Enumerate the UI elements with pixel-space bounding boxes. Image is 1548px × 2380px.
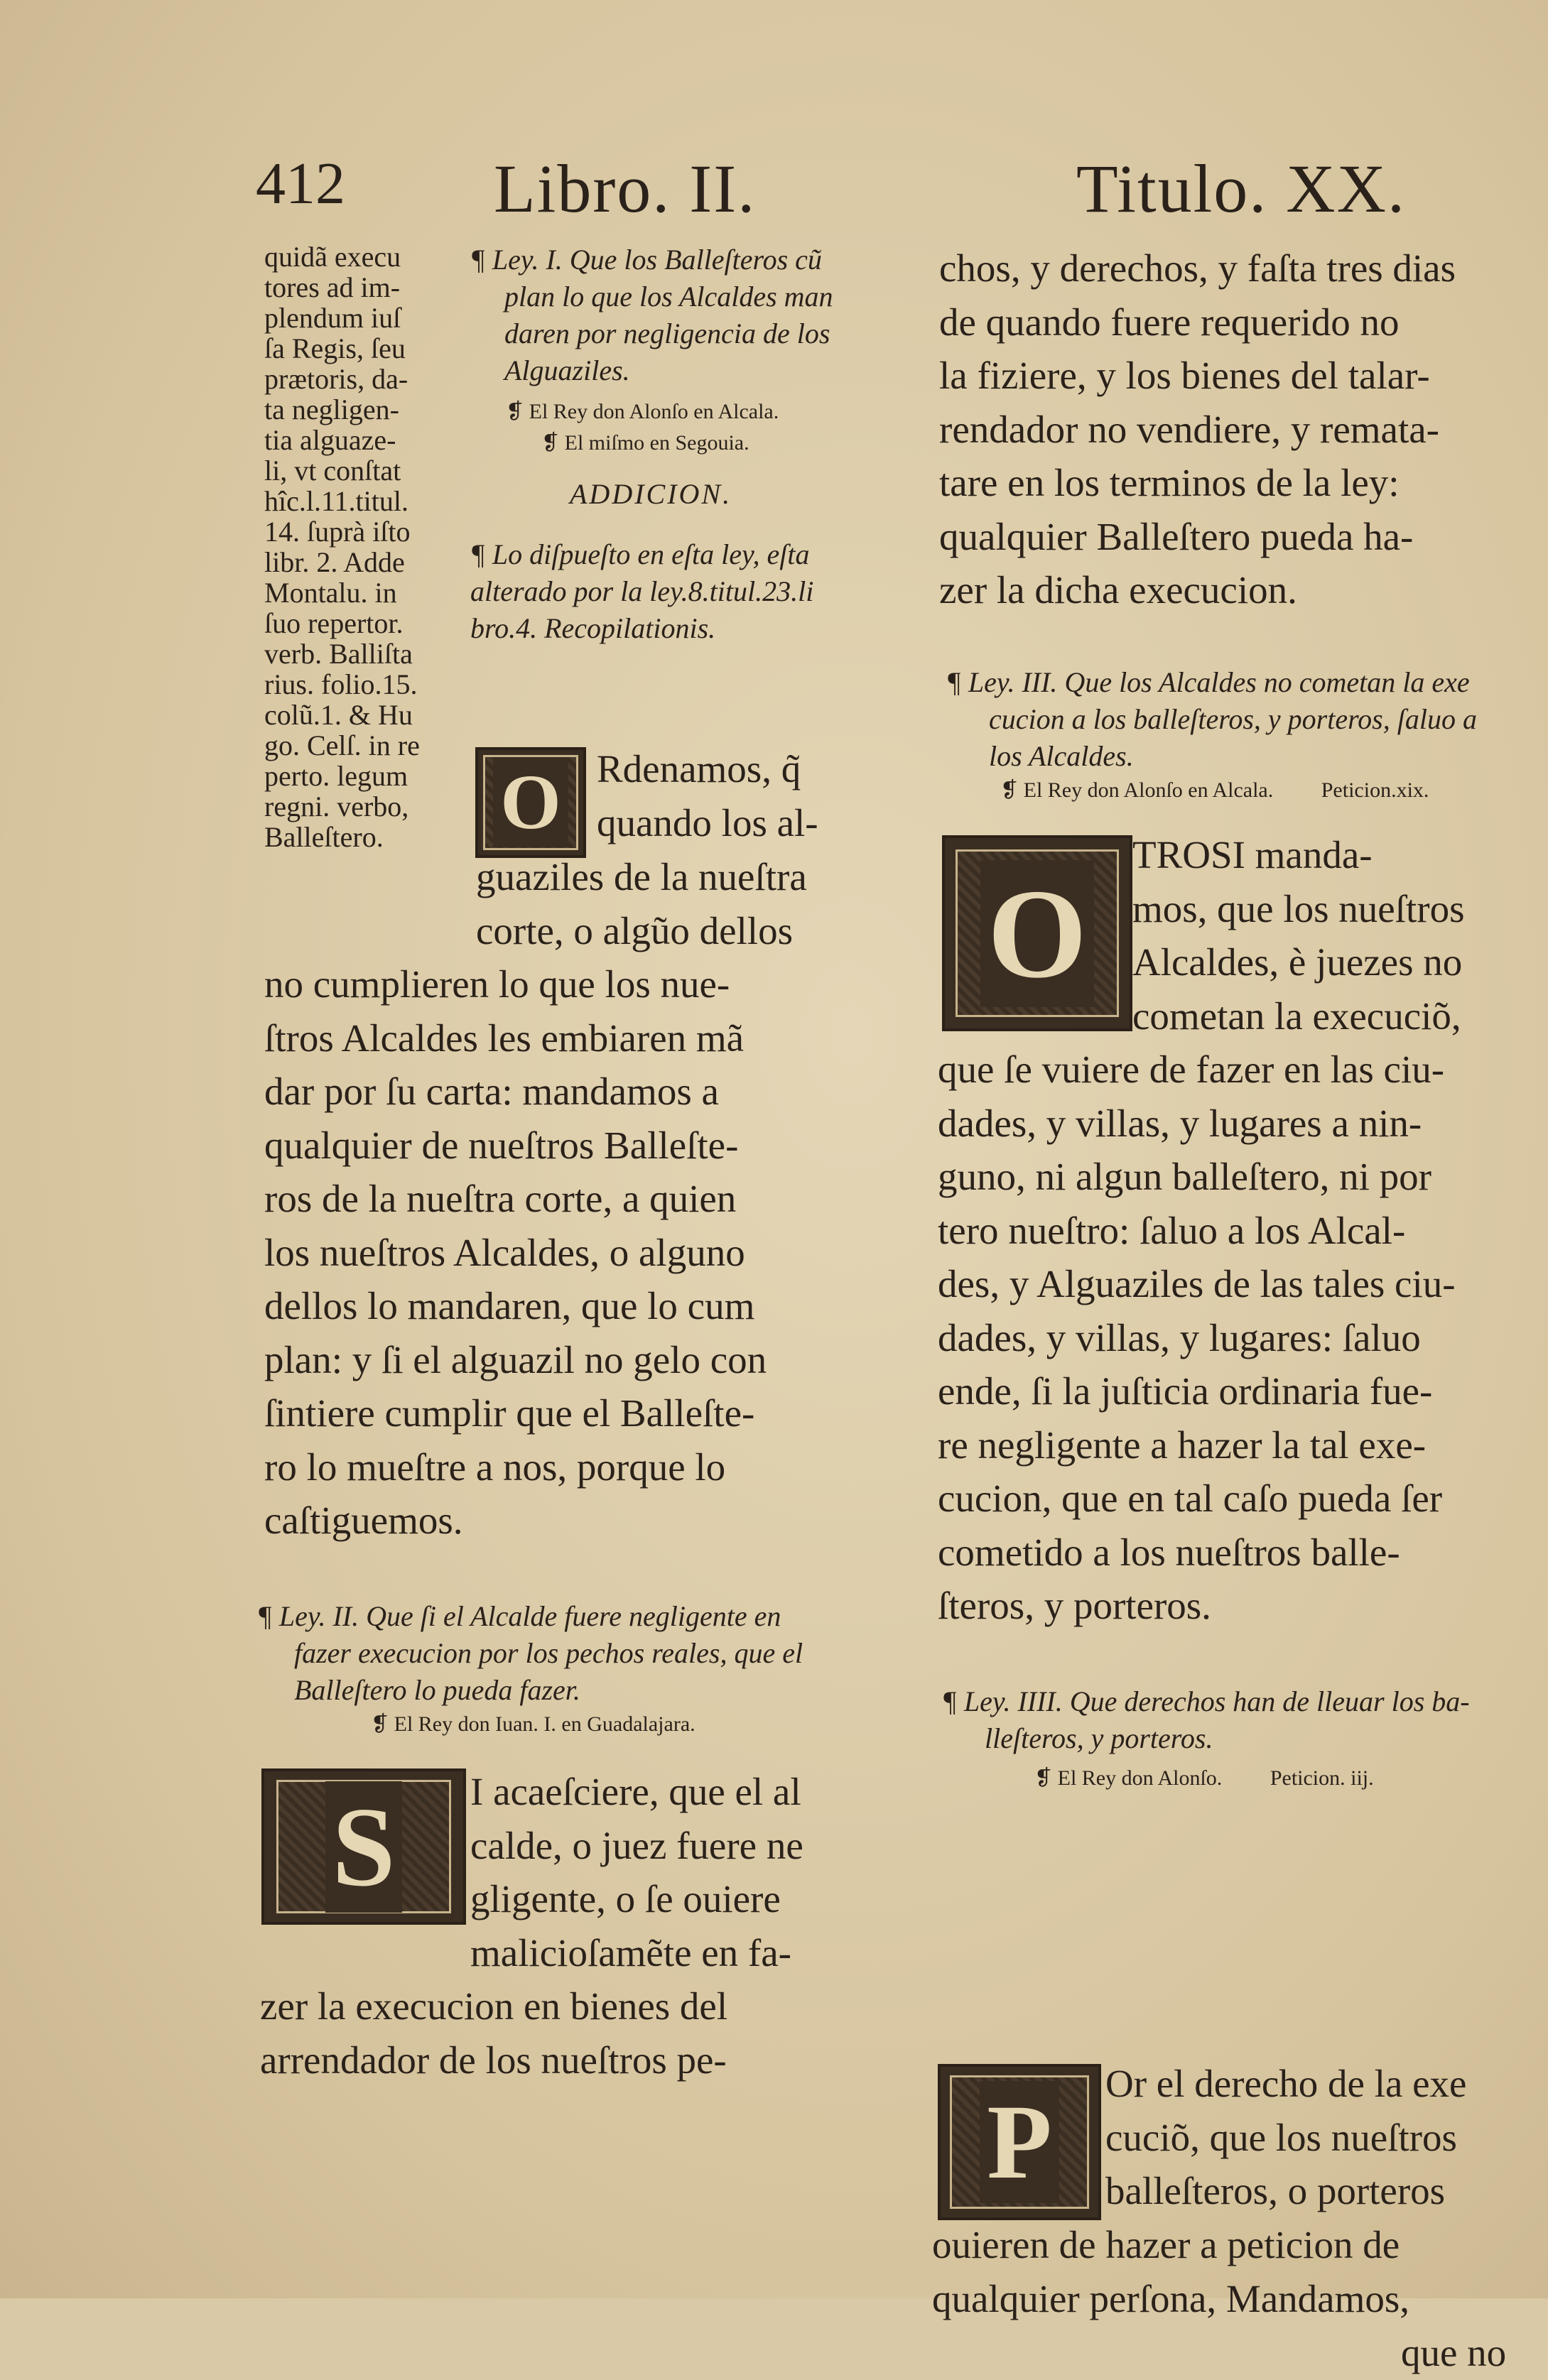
text-line: qualquier perſona, Mandamos, [932, 2276, 1410, 2320]
citation: ❡ El Rey don Iuan. I. en Guadalajara. [371, 1712, 695, 1736]
text-line: Alcaldes, è juezes no [1132, 940, 1463, 984]
text-line: cometan la execuciõ, [1132, 994, 1461, 1038]
catchword: que no [1401, 2331, 1507, 2374]
citation-source: ❡ El Rey don Alonſo. [1034, 1766, 1223, 1790]
ley-2-heading [257, 1598, 886, 1740]
gloss-line: ſa Regis, ſeu [264, 332, 406, 364]
text-line: rendador no vendiere, y remata- [939, 407, 1439, 451]
page-number: 412 [256, 151, 345, 217]
gloss-line: tores ad im- [264, 271, 401, 303]
text-line: I acaeſciere, que el al [470, 1770, 801, 1813]
text-line: tare en los terminos de la ley: [939, 461, 1400, 504]
text-line: dades, y villas, y lugares: ſaluo [938, 1315, 1421, 1359]
peticion-ref: Peticion.xix. [1321, 778, 1429, 802]
text-line: ro lo mueſtre a nos, porque lo [264, 1445, 726, 1489]
gloss-line: colũ.1. & Hu [264, 699, 413, 731]
text-line: cucion, que en tal caſo pueda ſer [938, 1477, 1443, 1520]
marginal-gloss [264, 241, 450, 852]
ley-line: ¶ Ley. II. Que ſi el Alcalde fuere negligente en [257, 1600, 781, 1632]
citation [946, 775, 1532, 806]
gloss-line: ſuo repertor. [264, 607, 404, 639]
ley-line: plan lo que los Alcaldes man [504, 281, 833, 313]
gloss-line: ta negligen- [264, 393, 399, 425]
text-line: plan: y ſi el alguazil no gelo con [264, 1337, 767, 1381]
gloss-line: plendum iuſ [264, 302, 401, 334]
text-line: balleſteros, o porteros [1105, 2169, 1446, 2212]
gloss-line: go. Celſ. in re [264, 729, 420, 761]
text-line: malicioſamẽte en fa- [470, 1930, 791, 1974]
citation-source: ❡ El Rey don Alonſo en Alcala. [1000, 778, 1274, 802]
text-line: cometido a los nueſtros balle- [938, 1530, 1400, 1574]
text-line: calde, o juez fuere ne [470, 1823, 803, 1867]
gloss-line: verb. Balliſta [264, 638, 413, 670]
citation [942, 1763, 1532, 1794]
text-line: zer la dicha execucion. [939, 568, 1297, 612]
title-heading: Titulo. XX. [1076, 151, 1406, 227]
text-line: guaziles de la nueſtra [476, 855, 807, 898]
ley-line: daren por negligencia de los [504, 317, 830, 349]
ley-line: ¶ Ley. IIII. Que derechos han de lleuar los ba- [942, 1685, 1470, 1717]
decorated-initial [938, 2064, 1101, 2220]
gloss-line: 14. ſuprà iſto [264, 516, 411, 548]
text-line: chos, y derechos, y faſta tres dias [939, 246, 1456, 290]
gloss-line: rius. folio.15. [264, 668, 418, 700]
text-line: caſtiguemos. [264, 1499, 463, 1542]
citation: ❡ El miſmo en Segouia. [541, 431, 749, 455]
law-2-body [260, 1979, 727, 2087]
initial-letter: O [980, 860, 1094, 1007]
text-line: dar por ſu carta: mandamos a [264, 1070, 719, 1113]
initial-letter: O [493, 757, 568, 847]
gloss-line: li, vt conſtat [264, 455, 401, 487]
text-line: des, y Alguaziles de las tales ciu- [938, 1262, 1456, 1305]
text-line: de quando fuere requerido no [939, 300, 1400, 344]
text-line: ſtros Alcaldes les embiaren mã [264, 1016, 745, 1060]
text-line: la fiziere, y los bienes del talar- [939, 354, 1430, 397]
initial-letter: S [325, 1781, 403, 1913]
law-4-opening [1105, 2057, 1466, 2218]
text-line: tero nueſtro: ſaluo a los Alcal- [938, 1208, 1406, 1252]
ley-line: lleſteros, y porteros. [985, 1722, 1213, 1754]
gloss-line: regni. verbo, [264, 790, 409, 822]
text-line: no cumplieren lo que los nue- [264, 962, 730, 1006]
text-line: corte, o algũo dellos [476, 908, 793, 952]
text-line: dades, y villas, y lugares a nin- [938, 1101, 1422, 1145]
citation: ❡ El Rey don Alonſo en Alcala. [506, 400, 779, 423]
text-line: gligente, o ſe ouiere [470, 1877, 781, 1920]
gloss-line: tia alguaze- [264, 424, 396, 456]
ley-line: ¶ Ley. III. Que los Alcaldes no cometan la exe [946, 666, 1470, 698]
initial-letter: P [980, 2081, 1059, 2203]
gloss-line: prætoris, da- [264, 363, 408, 395]
text-line: mos, que los nueſtros [1132, 886, 1465, 930]
decorated-initial [942, 835, 1132, 1031]
text-line: Or el derecho de la exe [1105, 2062, 1467, 2105]
text-line: qualquier de nueſtros Balleſte- [264, 1123, 739, 1167]
text-line: ſintiere cumplir que el Balleſte- [264, 1391, 755, 1435]
law-1-opening-cont [476, 850, 807, 957]
peticion-ref: Peticion. iij. [1270, 1766, 1374, 1790]
gloss-line: Balleſtero. [264, 821, 384, 853]
text-line: guno, ni algun balleſtero, ni por [938, 1155, 1431, 1198]
gloss-line: quidã execu [264, 241, 401, 273]
law-1-body [264, 957, 767, 1548]
addicion-line: bro.4. Recopilationis. [470, 612, 716, 644]
decorated-initial [475, 747, 586, 858]
text-line: ende, ſi la juſticia ordinaria fue- [938, 1369, 1433, 1413]
gloss-line: libr. 2. Adde [264, 546, 405, 578]
text-line: ros de la nueſtra corte, a quien [264, 1177, 737, 1220]
text-line: cuciõ, que los nueſtros [1105, 2115, 1457, 2159]
law-4-body [932, 2218, 1409, 2325]
text-line: que ſe vuiere de fazer en las ciu- [938, 1048, 1445, 1091]
running-header [0, 149, 1548, 227]
text-line: re negligente a hazer la tal exe- [938, 1423, 1427, 1467]
book-heading: Libro. II. [494, 151, 757, 227]
text-line: quando los al- [597, 800, 818, 844]
continuation-text [939, 241, 1456, 617]
text-line: ſteros, y porteros. [938, 1584, 1211, 1627]
ley-line: fazer execucion por los pechos reales, que el [294, 1637, 803, 1669]
text-line: arrendador de los nueſtros pe- [260, 2038, 727, 2082]
gloss-line: Montalu. in [264, 577, 397, 609]
addicion-heading: ADDICION. [570, 478, 732, 510]
text-line: zer la execucion en bienes del [260, 1984, 728, 2028]
gloss-line: perto. legum [264, 760, 408, 792]
law-1-opening [597, 742, 818, 849]
text-line: TROSI manda- [1132, 833, 1373, 876]
ley-line: Balleſtero lo pueda fazer. [294, 1674, 580, 1706]
text-line: dellos lo mandaren, que lo cum [264, 1284, 755, 1327]
ley-line: Alguaziles. [504, 354, 630, 386]
text-line: ouieren de hazer a peticion de [932, 2223, 1400, 2266]
addicion-line: ¶ Lo diſpueſto en eſta ley, eſta [470, 538, 810, 570]
text-line: Rdenamos, q̃ [597, 747, 801, 790]
ley-line: cucion a los balleſteros, y porteros, ſaluo a [989, 703, 1477, 735]
ley-1-heading [470, 241, 889, 647]
text-line: los nueſtros Alcaldes, o alguno [264, 1230, 745, 1274]
law-3-opening [1132, 828, 1464, 1043]
law-3-body [938, 1043, 1456, 1633]
ley-4-heading [942, 1683, 1532, 1794]
text-line: qualquier Balleſtero pueda ha- [939, 514, 1414, 558]
gloss-line: hîc.l.11.titul. [264, 485, 408, 517]
ley-line: ¶ Ley. I. Que los Balleſteros cũ [470, 244, 822, 276]
decorated-initial [261, 1768, 466, 1925]
ley-line: los Alcaldes. [989, 740, 1134, 772]
ley-3-heading [946, 664, 1532, 806]
addicion-line: alterado por la ley.8.titul.23.li [470, 575, 814, 607]
law-2-opening [470, 1765, 803, 1979]
